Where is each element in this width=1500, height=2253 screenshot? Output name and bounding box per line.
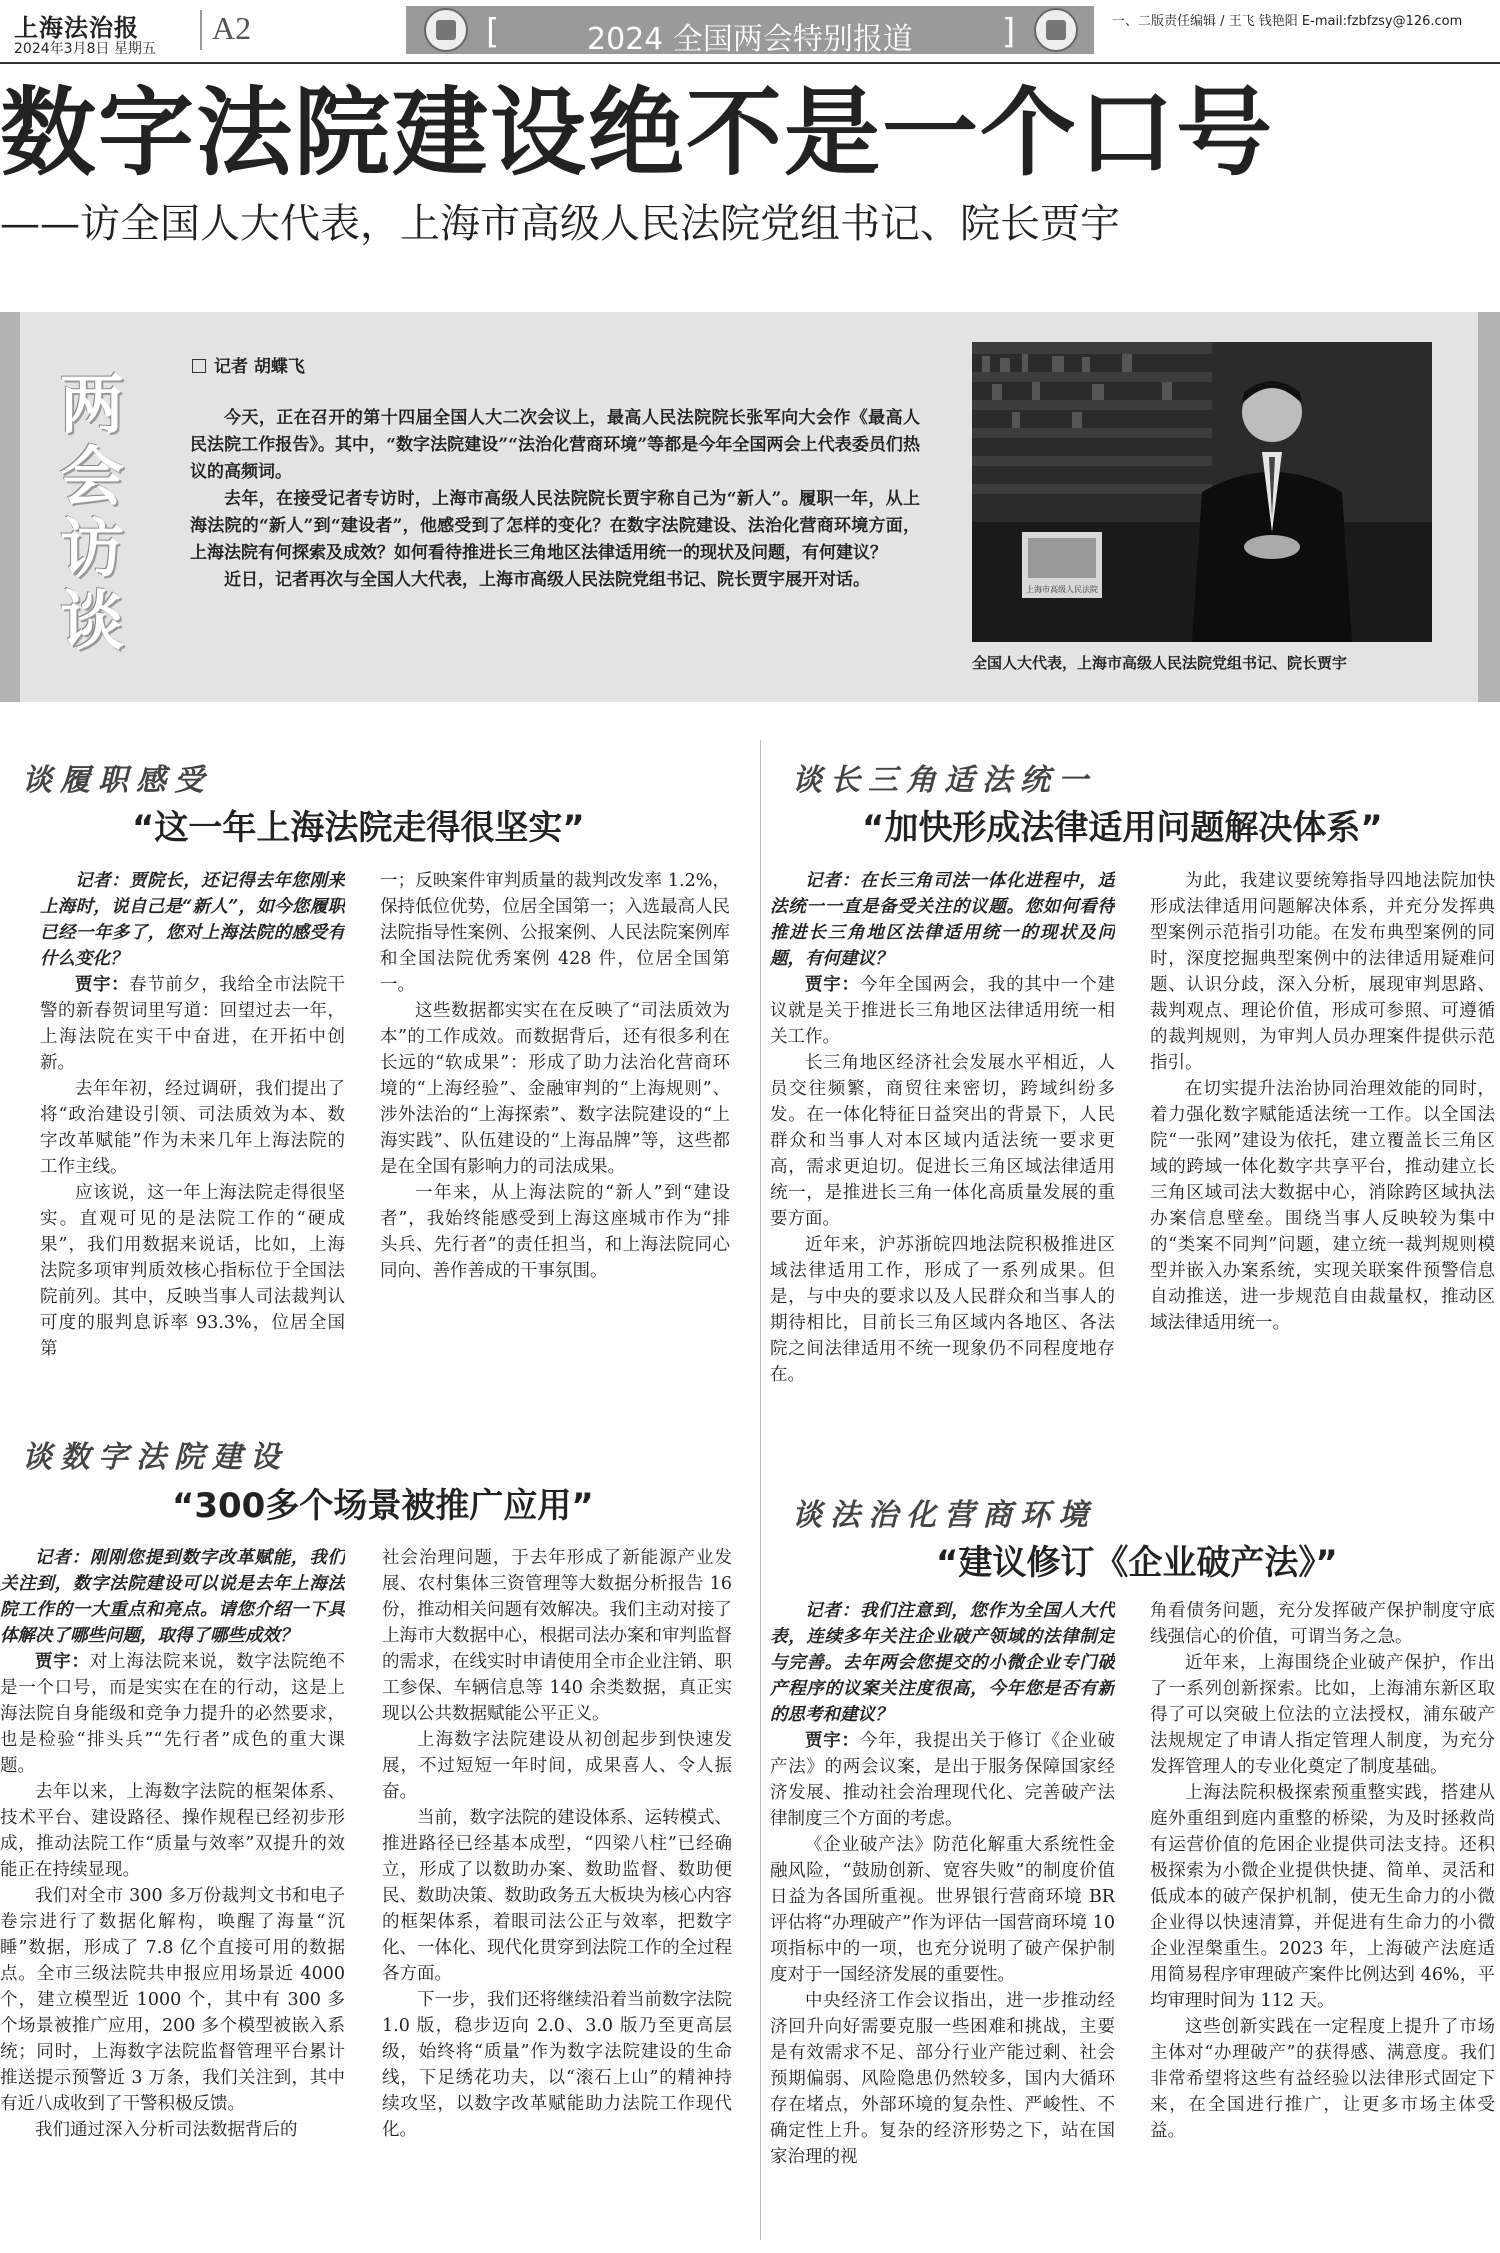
court-emblem-icon: [1034, 8, 1078, 52]
portrait-photo: [972, 342, 1432, 642]
paragraph: 去年年初，经过调研，我们提出了将“政治建设引领、司法质效为本、数字改革赋能”作为未来几年上海法院的工作主线。: [40, 1079, 345, 1177]
qa-lead: 记者：: [35, 1548, 90, 1568]
column-label-char: 会: [60, 441, 124, 515]
paragraph-text: 贾院长，还记得去年您刚来上海时，说自己是“新人”，如今您履职已经一年多了，您对上海法院的感受有什么变化？: [40, 871, 345, 969]
paragraph: 我们对全市 300 多万份裁判文书和电子卷宗进行了数据化解构，唤醒了海量“沉睡”数据，形成了 7.8 亿个直接可用的数据点。全市三级法院共申报应用场景近 4000 个，建立模型近 1000 个，其中有 300 多个场景被推广应用，200 多个模型被嵌入系统；同时，上海数字法院监督管理平台累计推送提示预警近 3 万条，我们关注到，其中有近八成收到了干警积极反馈。: [0, 1886, 345, 2114]
byline-text: 记者 胡蝶飞: [214, 357, 305, 377]
paragraph: 这些创新实践在一定程度上提升了市场主体对“办理破产”的获得感、满意度。我们非常希望将这些有益经验以法律形式固定下来，在全国进行推广，让更多市场主体受益。: [1150, 2017, 1495, 2141]
paragraph-text: 在长三角司法一体化进程中，适法统一一直是备受关注的议题。您如何看待推进长三角地区法律适用统一的现状及问题，有何建议？: [770, 871, 1115, 969]
qa-lead: 贾宇：: [35, 1652, 90, 1672]
paragraph: 上海法院积极探索预重整实践，搭建从庭外重组到庭内重整的桥梁，为及时拯救尚有运营价值的危困企业提供司法支持。还积极探索为小微企业提供快捷、简单、灵活和低成本的破产保护机制，使无生命力的小微企业得以快速清算，并促进有生命力的小微企业涅槃重生。2023 年，上海破产法庭适用简易程序审理破产案件比例达到 46%，平均审理时间为 112 天。: [1150, 1783, 1495, 2011]
banner-bracket-right: ]: [1002, 12, 1016, 52]
article-column: [0, 1545, 345, 2245]
paragraph: 角看债务问题，充分发挥破产保护制度守底线强信心的价值，可谓当务之急。: [1150, 1601, 1495, 1647]
paragraph: 在切实提升法治协同治理效能的同时，着力强化数字赋能适法统一工作。以全国法院“一张网”建设为依托，建立覆盖长三角区域的跨域一体化数字共享平台，推动建立长三角区域司法大数据中心，消除跨区域执法办案信息壁垒。围绕当事人反映较为集中的“类案不同判”问题，建立统一裁判规则模型并嵌入办案系统，实现关联案件预警信息自动推送，进一步规范自由裁量权，推动区域法律适用统一。: [1150, 1079, 1495, 1333]
question-paragraph: [40, 868, 345, 972]
intro-text: [190, 405, 920, 594]
question-paragraph: [0, 1545, 345, 1649]
masthead-rule: [0, 62, 1500, 64]
paragraph: 近年来，上海围绕企业破产保护，作出了一系列创新探索。比如，上海浦东新区取得了可以突破上位法的立法授权，浦东破产法规规定了申请人指定管理人制度，为充分发挥管理人的专业化奠定了制度基础。: [1150, 1653, 1495, 1777]
question-paragraph: [770, 1598, 1115, 1728]
paragraph: 下一步，我们还将继续沿着当前数字法院 1.0 版，稳步迈向 2.0、3.0 版乃至更高层级，始终将“质量”作为数字法院建设的生命线，下足绣花功夫，以“滚石上山”的精神持续攻坚，以数字改革赋能助力法院工作现代化。: [382, 1990, 732, 2140]
section-kicker: 谈履职感受: [22, 763, 212, 798]
decor-bar-right: [1478, 312, 1500, 702]
paragraph: 《企业破产法》防范化解重大系统性金融风险，“鼓励创新、宽容失败”的制度价值日益为各国所重视。世界银行营商环境 BR 评估将“办理破产”作为评估一国营商环境 10 项指标中的一项，也充分说明了破产保护制度对于一国经济发展的重要性。: [770, 1835, 1115, 1985]
special-report-banner: [406, 6, 1094, 57]
newspaper-logo: 上海法治报: [14, 13, 139, 42]
paragraph: 当前，数字法院的建设体系、运转模式、推进路径已经基本成型，“四梁八柱”已经确立，形成了以数助办案、数助监督、数助便民、数助决策、数助政务五大板块为核心内容的框架体系，着眼司法公正与效率，把数字化、一体化、现代化贯穿到法院工作的全过程各方面。: [382, 1808, 732, 1984]
portrait-illustration: [972, 342, 1432, 642]
paragraph-text: 对上海法院来说，数字法院绝不是一个口号，而是实实在在的行动，这是上海法院自身能级和竞争力提升的必然要求，也是检验“排头兵”“先行者”成色的重大课题。: [0, 1652, 345, 1776]
paragraph: 去年以来，上海数字法院的框架体系、技术平台、建设路径、操作规程已经初步形成，推动法院工作“质量与效率”双提升的效能正在持续显现。: [0, 1782, 345, 1880]
article-column: [1150, 868, 1495, 1428]
paragraph-text: 春节前夕，我给全市法院干警的新春贺词里写道：回望过去一年，上海法院在实干中奋进，在开拓中创新。: [40, 975, 345, 1073]
answer-paragraph: [770, 972, 1115, 1050]
editor-info: 一、二版责任编辑 / 王飞 钱艳阳 E-mail:fzbfzsy@126.com: [1112, 14, 1463, 29]
column-label-char: 两: [60, 369, 124, 443]
section-title: “这一年上海法院走得很坚实”: [132, 808, 585, 848]
paragraph: 一；反映案件审判质量的裁判改发率 1.2%，保持低位优势，位居全国第一；入选最高人民法院指导性案例、公报案例、人民法院案例库和全国法院优秀案例 428 件，位居全国第一。: [380, 871, 730, 995]
subheadline: ——访全国人大代表，上海市高级人民法院党组书记、院长贾宇: [0, 201, 1120, 247]
section-title: “300多个场景被推广应用”: [172, 1486, 594, 1526]
paragraph: 我们通过深入分析司法数据背后的: [35, 2120, 298, 2140]
section-kicker: 谈长三角适法统一: [792, 763, 1096, 798]
intro-paragraph: 近日，记者再次与全国人大代表，上海市高级人民法院党组书记、院长贾宇展开对话。: [224, 570, 870, 590]
column-label-char: 访: [60, 513, 124, 587]
paragraph-text: 今年，我提出关于修订《企业破产法》的两会议案，是出于服务保障国家经济发展、推动社会治理现代化、完善破产法律制度三个方面的考虑。: [770, 1731, 1115, 1829]
qa-lead: 贾宇：: [75, 975, 130, 995]
article-column: [1150, 1598, 1495, 2246]
photo-sign-text: 上海市高级人民法院: [1026, 585, 1098, 594]
paragraph: 长三角地区经济社会发展水平相近，人员交往频繁，商贸往来密切，跨域纠纷多发。在一体化特征日益突出的背景下，人民群众和当事人对本区域内适法统一要求更高，需求更迫切。促进长三角区域法律适用统一，是推进长三角一体化高质量发展的重要方面。: [770, 1053, 1115, 1229]
paragraph: 这些数据都实实在在反映了“司法质效为本”的工作成效。而数据背后，还有很多利在长远的“软成果”：形成了助力法治化营商环境的“上海经验”、金融审判的“上海规则”、涉外法治的“上海探索”、数字法院建设的“上海实践”、队伍建设的“上海品牌”等，这些都是在全国有影响力的司法成果。: [380, 1001, 730, 1177]
byline: [192, 352, 305, 377]
square-bullet-icon: [192, 359, 206, 373]
paragraph: 一年来，从上海法院的“新人”到“建设者”，我始终能感受到上海这座城市作为“排头兵、先行者”的责任担当，和上海法院同心同向、善作善成的干事氛围。: [380, 1183, 730, 1281]
section-kicker: 谈数字法院建设: [22, 1440, 288, 1475]
paragraph-text: 刚刚您提到数字改革赋能，我们关注到，数字法院建设可以说是去年上海法院工作的一大重点和亮点。请您介绍一下具体解决了哪些问题，取得了哪些成效？: [0, 1548, 345, 1646]
section-title: “加快形成法律适用问题解决体系”: [862, 808, 1383, 848]
paragraph: 应该说，这一年上海法院走得很坚实。直观可见的是法院工作的“硬成果”，我们用数据来说话，比如，上海法院多项审判质效核心指标位于全国法院前列。其中，反映当事人司法裁判认可度的服判息诉率 93.3%，位居全国第: [40, 1183, 345, 1359]
column-divider: [760, 740, 761, 2240]
qa-lead: 贾宇：: [805, 1731, 860, 1751]
paragraph: 上海数字法院建设从初创起步到快速发展，不过短短一年时间，成果喜人、令人振奋。: [382, 1730, 732, 1802]
question-paragraph: [770, 868, 1115, 972]
section-kicker: 谈法治化营商环境: [792, 1498, 1096, 1533]
paragraph-text: 我们注意到，您作为全国人大代表，连续多年关注企业破产领域的法律制定与完善。去年两会您提交的小微企业专门破产程序的议案关注度很高，今年您是否有新的思考和建议？: [770, 1601, 1115, 1725]
intro-paragraph: 今天，正在召开的第十四届全国人大二次会议上，最高人民法院院长张军向大会作《最高人民法院工作报告》。其中，“数字法院建设”“法治化营商环境”等都是今年全国两会上代表委员们热议的高频词。: [190, 408, 920, 482]
article-column: [40, 868, 345, 1380]
intro-paragraph: 去年，在接受记者专访时，上海市高级人民法院院长贾宇称自己为“新人”。履职一年，从上海法院的“新人”到“建设者”，他感受到了怎样的变化？在数字法院建设、法治化营商环境方面，上海法院有何探索及成效？如何看待推进长三角地区法律适用统一的现状及问题，有何建议？: [190, 489, 920, 563]
article-column: [382, 1545, 732, 2245]
paragraph: 社会治理问题，于去年形成了新能源产业发展、农村集体三资管理等大数据分析报告 16 份，推动相关问题有效解决。我们主动对接了上海市大数据中心，根据司法办案和审判监督的需求，在线实时申请使用全市企业注销、职工参保、车辆信息等 140 余类数据，真正实现以公共数据赋能公平正义。: [382, 1548, 732, 1724]
paragraph: 近年来，沪苏浙皖四地法院积极推进区域法律适用工作，形成了一系列成果。但是，与中央的要求以及人民群众和当事人的期待相比，目前长三角区域内各地区、各法院之间法律适用不统一现象仍不同程度地存在。: [770, 1235, 1115, 1385]
qa-lead: 记者：: [805, 871, 860, 891]
article-column: [770, 868, 1115, 1428]
paragraph-text: 今年全国两会，我的其中一个建议就是关于推进长三角地区法律适用统一相关工作。: [770, 975, 1115, 1047]
page-number: A2: [212, 10, 252, 46]
masthead-divider: [200, 10, 202, 50]
answer-paragraph: [0, 1649, 345, 1779]
qa-lead: 贾宇：: [805, 975, 860, 995]
qa-lead: 记者：: [75, 871, 130, 891]
banner-bracket-left: [: [486, 12, 500, 52]
decor-bar-left: [0, 312, 20, 702]
column-label-vertical: [60, 370, 150, 658]
column-label-char: 谈: [60, 585, 124, 659]
headline: 数字法院建设绝不是一个口号: [0, 76, 1274, 189]
qa-lead: 记者：: [805, 1601, 860, 1621]
article-column: [380, 868, 730, 1380]
section-title: “建议修订《企业破产法》”: [936, 1543, 1338, 1583]
paragraph: 为此，我建议要统筹指导四地法院加快形成法律适用问题解决体系，并充分发挥典型案例示范指引功能。在发布典型案例的同时，深度挖掘典型案例中的法律适用疑难问题、认识分歧，深入分析，展现审判思路、裁判观点、理论价值，形成可参照、可遵循的裁判规则，为审判人员办理案件提供示范指引。: [1150, 871, 1495, 1073]
paragraph: 中央经济工作会议指出，进一步推动经济回升向好需要克服一些困难和挑战，主要是有效需求不足、部分行业产能过剩、社会预期偏弱、风险隐患仍然较多，国内大循环存在堵点，外部环境的复杂性、严峻性、不确定性上升。复杂的经济形势之下，站在国家治理的视: [770, 1991, 1115, 2167]
answer-paragraph: [40, 972, 345, 1076]
issue-date: 2024年3月8日 星期五: [14, 41, 156, 57]
answer-paragraph: [770, 1728, 1115, 1832]
banner-title: 2024 全国两会特别报道: [587, 22, 913, 57]
article-column: [770, 1598, 1115, 2246]
emblem-icon: [424, 8, 468, 52]
photo-caption: 全国人大代表，上海市高级人民法院党组书记、院长贾宇: [972, 654, 1348, 672]
